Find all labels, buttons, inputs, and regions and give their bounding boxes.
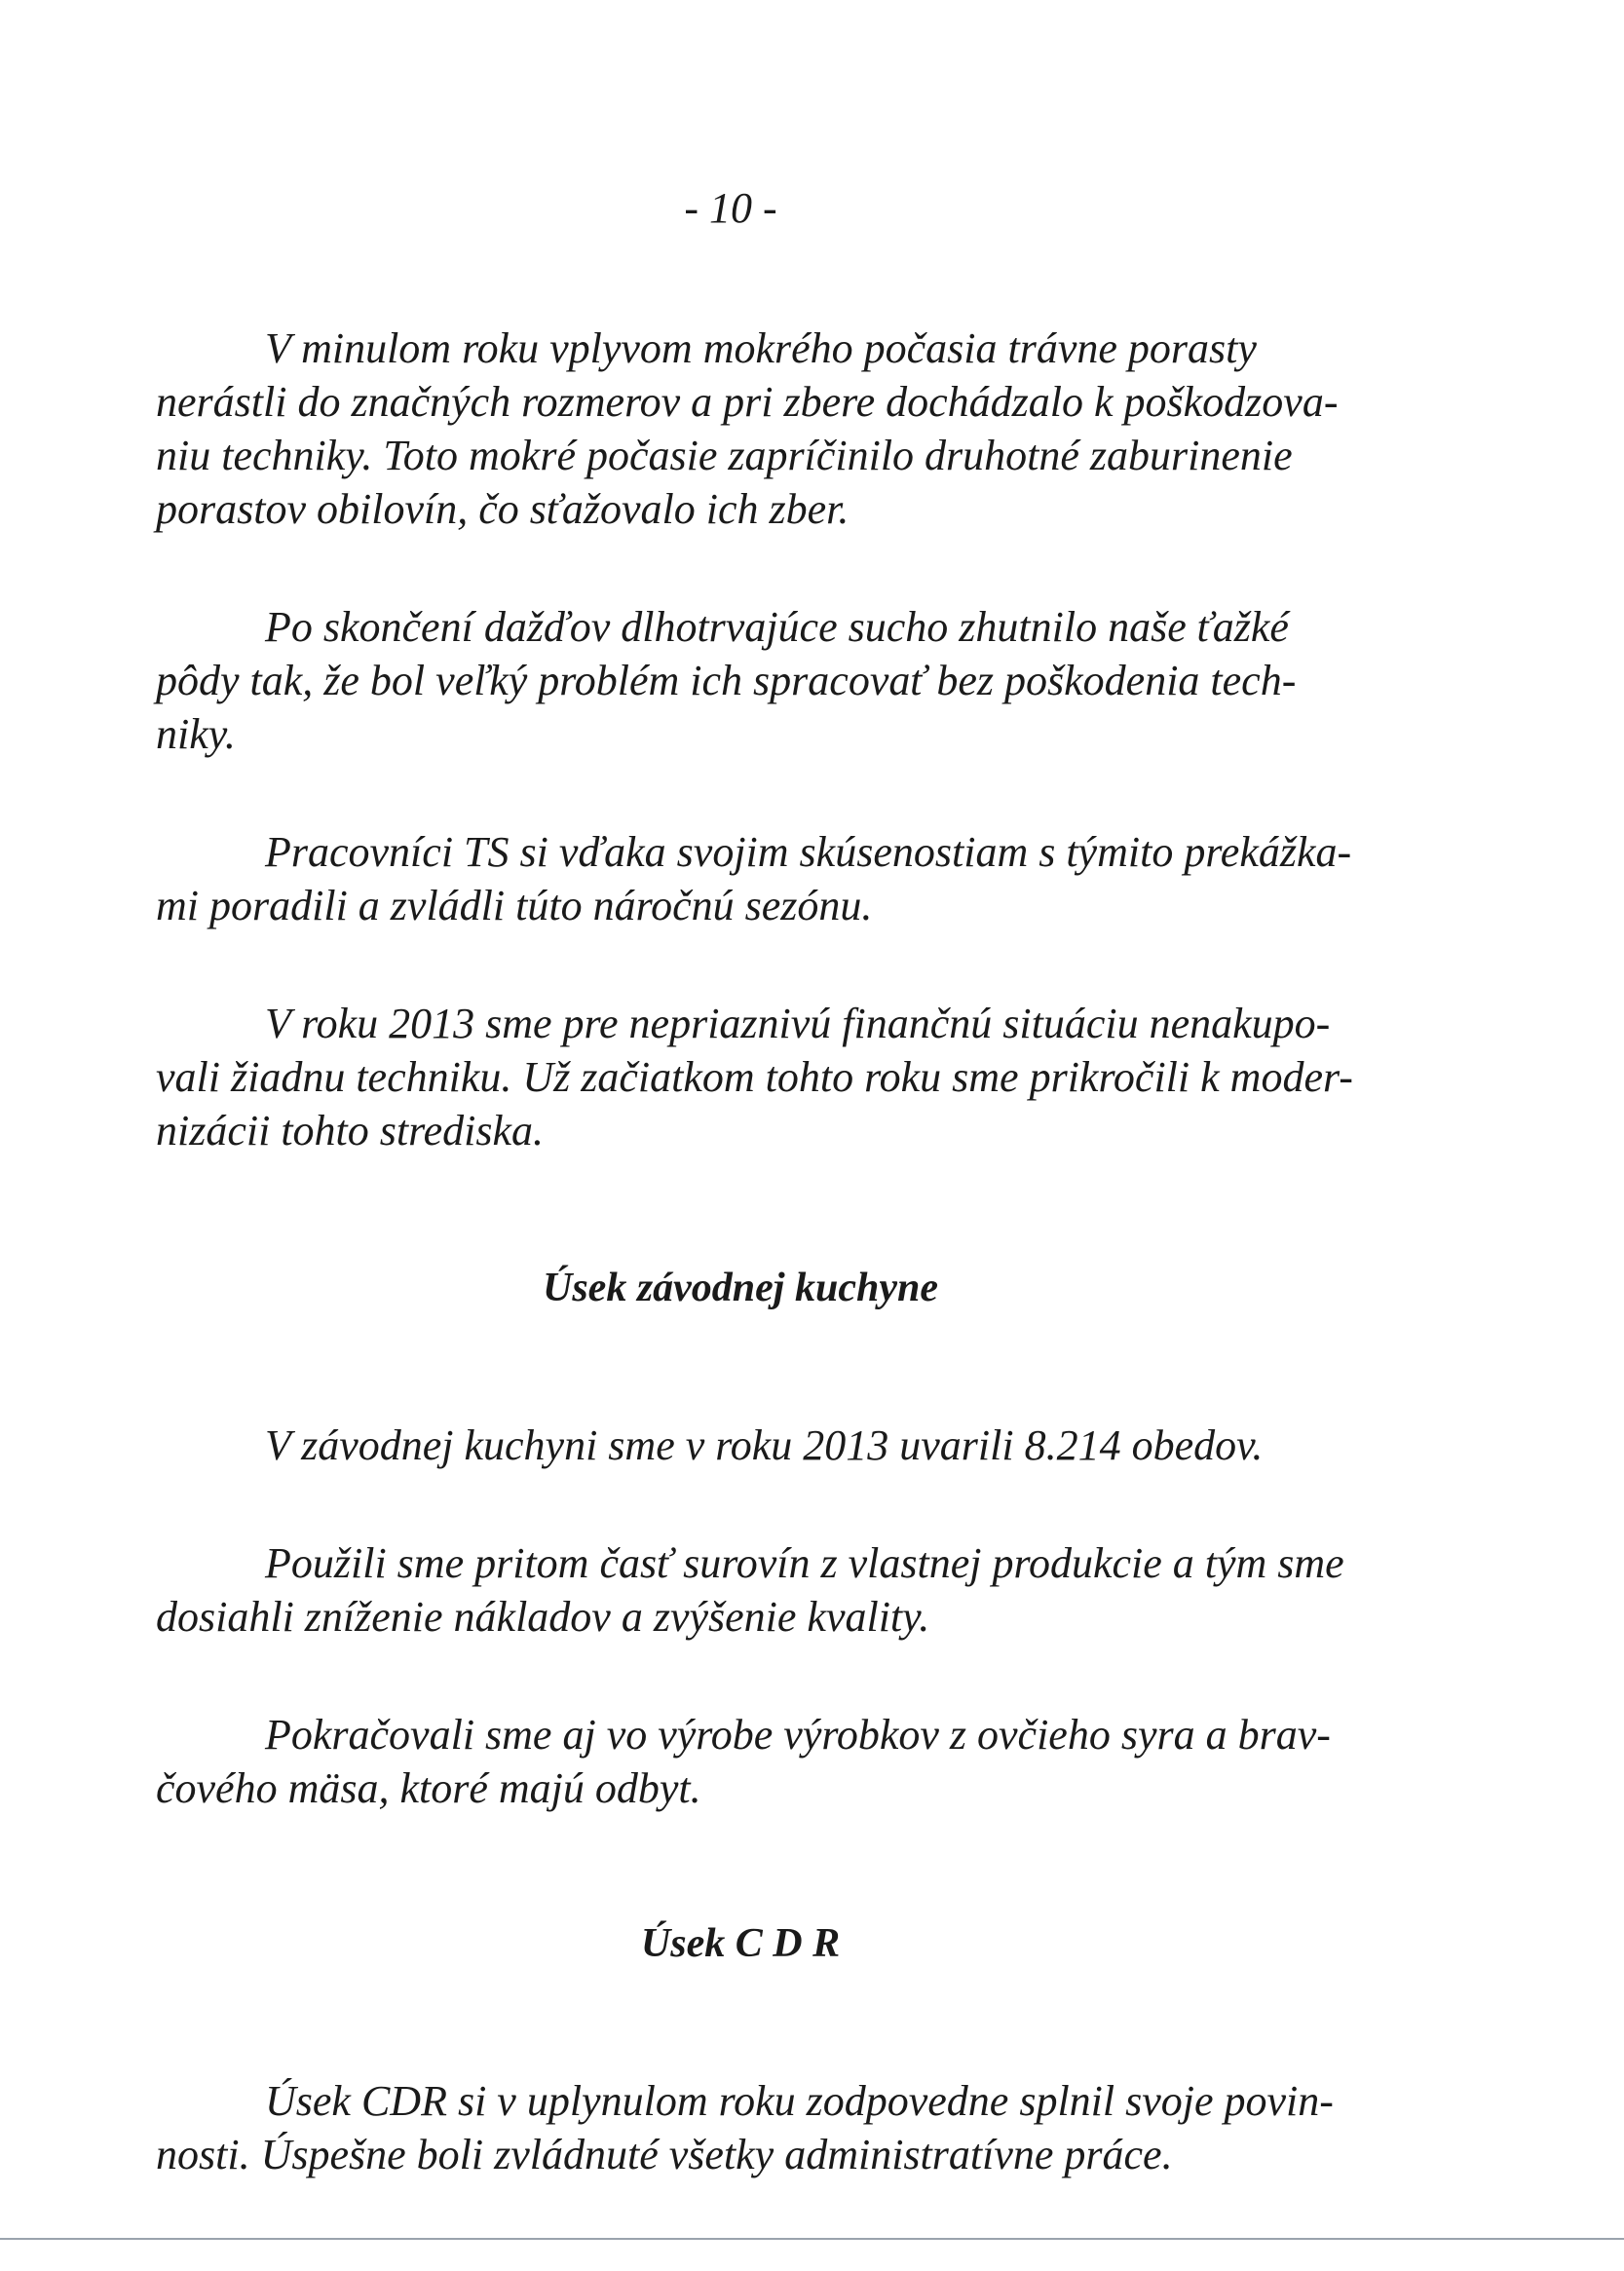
text-line: pôdy tak, že bol veľký problém ich spracovať bez poškodenia tech- [156,657,1297,704]
document-body [156,322,1383,2246]
paragraph-workers [156,825,1383,932]
scan-edge-line [0,2238,1624,2240]
text-line: Úsek CDR si v uplynulom roku zodpovedne splnil svoje povin- [265,2077,1334,2125]
paragraph-meals [156,1419,1383,1472]
text-line: nosti. Úspešne boli zvládnuté všetky administratívne práce. [156,2131,1173,2178]
section-kitchen [156,1265,1383,1815]
text-line: vali žiadnu techniku. Už začiatkom tohto roku sme prikročili k moder- [156,1053,1353,1101]
section-intro [156,322,1383,1157]
text-line: čového mäsa, ktoré majú odbyt. [156,1764,701,1812]
paragraph-cdr [156,2074,1383,2181]
text-line: nerástli do značných rozmerov a pri zbere dochádzalo k poškodzova- [156,378,1339,426]
text-line: Použili sme pritom časť surovín z vlastnej produkcie a tým sme [265,1539,1344,1587]
paragraph-products [156,1708,1383,1815]
text-line: V roku 2013 sme pre nepriaznivú finančnú situáciu nenakupo- [265,1000,1331,1047]
paragraph-weather [156,322,1383,536]
text-line: porastov obilovín, čo sťažovalo ich zber. [156,485,850,533]
text-line: Pokračovali sme aj vo výrobe výrobkov z ovčieho syra a brav- [265,1711,1331,1759]
text-line: niky. [156,710,236,758]
text-line: mi poradili a zvládli túto náročnú sezónu. [156,882,873,929]
text-line: Pracovníci TS si vďaka svojim skúsenostiam s týmito prekážka- [265,828,1352,876]
text-line: nizácii tohto strediska. [156,1107,545,1154]
text-line: dosiahli zníženie nákladov a zvýšenie kvality. [156,1593,930,1641]
page-number: - 10 - [684,184,777,232]
paragraph-ingredients [156,1536,1383,1644]
section-cdr [156,1920,1383,2181]
text-line: V minulom roku vplyvom mokrého počasia trávne porasty [265,324,1257,372]
section-heading-kitchen: Úsek závodnej kuchyne [543,1266,938,1310]
text-line: Po skončení dažďov dlhotrvajúce sucho zhutnilo naše ťažké [265,603,1289,651]
paragraph-drought [156,600,1383,761]
section-heading-cdr: Úsek C D R [640,1921,841,1966]
text-line: V závodnej kuchyni sme v roku 2013 uvarili 8.214 obedov. [265,1421,1264,1469]
text-line: niu techniky. Toto mokré počasie zapríčinilo druhotné zaburinenie [156,432,1293,479]
paragraph-equipment [156,997,1383,1157]
